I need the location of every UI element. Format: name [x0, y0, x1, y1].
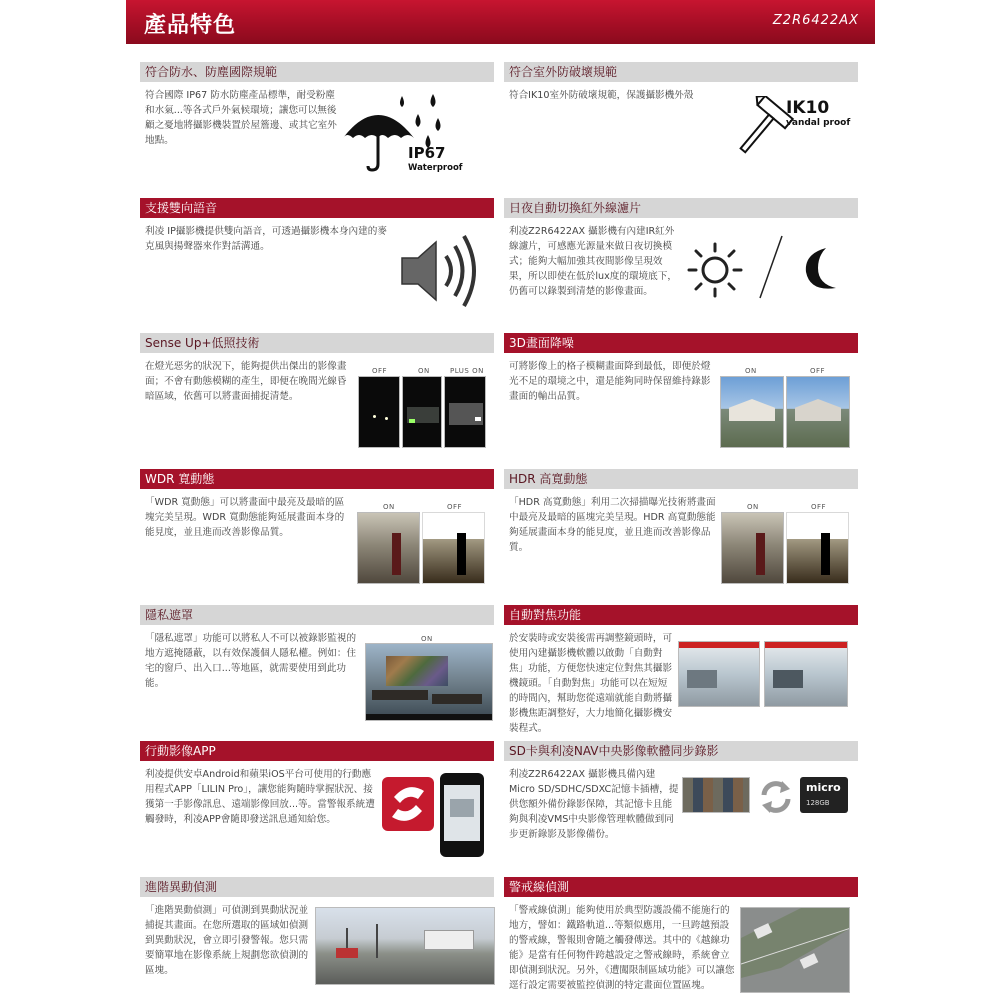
- section-text: 「HDR 高寬動態」利用二次掃描曝光技術將畫面中最亮及最暗的區塊完美呈現。HDR 高寬動態能夠延展畫面本身的能見度，並且進而改善影像品質。: [509, 497, 716, 553]
- wdr-off-image: [422, 512, 485, 584]
- tripwire-parking-image: [740, 907, 850, 993]
- lilin-logo-icon: [382, 777, 434, 831]
- waterproof-label: Waterproof: [408, 163, 463, 173]
- section-title: 自動對焦功能: [504, 605, 858, 625]
- section-ircut: [504, 198, 858, 323]
- section-text: 符合IK10室外防破壞規範，保護攝影機外殼: [509, 90, 694, 101]
- label-off: OFF: [811, 503, 827, 511]
- label-on: ON: [747, 503, 759, 511]
- section-text: 「隱私遮罩」功能可以將私人不可以被錄影監視的地方遮掩隱蔽，以有效保護個人隱私權。例如：住宅的窗戶、出入口...等地區，就需要使用到此功能。: [145, 633, 357, 689]
- speaker-icon: [398, 228, 484, 314]
- autofocus-after-image: [764, 641, 848, 707]
- section-title: HDR 高寬動態: [504, 469, 858, 489]
- section-title: 進階異動偵測: [140, 877, 494, 897]
- parking-lot-illustration: [741, 908, 850, 993]
- section-text: 利凌Z2R6422AX 攝影機具備內建Micro SD/SDHC/SDXC記憶卡插槽，提供您額外備份錄影保障，其記憶卡且能夠與利凌VMS中央影像管理軟體做到同步更新錄影及影像備份。: [509, 769, 679, 840]
- section-audio: [140, 198, 494, 323]
- section-text: 「WDR 寬動態」可以將畫面中最亮及最暗的區塊完美呈現。WDR 寬動態能夠延展畫面本身的能見度，並且進而改善影像品質。: [145, 497, 345, 538]
- label-on: ON: [418, 367, 430, 375]
- 3dnr-off-image: [786, 376, 850, 448]
- section-hdr: [504, 469, 858, 594]
- ik10-badge: IK10: [786, 98, 830, 118]
- section-text: 「警戒線偵測」能夠使用於典型防護設備不能施行的地方，譬如：鐵路軌道...等類似應用，一旦跨越預設的警戒線，警報則會隨之觸發傳送。其中的《越線功能》是當有任何物件跨越設定之警戒線時，系統會立即偵測到狀況。另外，《遭闖限制區域功能》可以讓您逕行設定需要被監控偵測的特定畫面位置區塊。: [509, 905, 735, 991]
- wdr-on-image: [357, 512, 420, 584]
- model-number: Z2R6422AX: [772, 13, 859, 28]
- label-off: OFF: [372, 367, 388, 375]
- section-text: 符合國際 IP67 防水防塵產品標準，耐受粉塵和水氣...等各式戶外氣候環境；讓您可以無後顧之憂地將攝影機裝置於屋簷邊、或其它室外地點。: [145, 90, 337, 146]
- section-wdr: [140, 469, 494, 594]
- vms-thumbnail-grid: [682, 777, 750, 813]
- lilin-app-icon: [382, 777, 434, 831]
- ip67-badge: IP67: [408, 144, 446, 162]
- section-sdcard: [504, 741, 858, 866]
- page-header-bar: [126, 0, 875, 44]
- section-vandal: [504, 62, 858, 187]
- divider-slash: [756, 234, 786, 300]
- label-on: ON: [383, 503, 395, 511]
- section-title: 警戒線偵測: [504, 877, 858, 897]
- section-text: 在燈光惡劣的狀況下，能夠提供出傑出的影像畫面；不會有動態模糊的產生，即便在晚間光線昏暗區域，依舊可以將畫面捕捉清楚。: [145, 361, 347, 402]
- section-text: 於安裝時或安裝後需再調整鏡頭時，可使用內建攝影機軟體以啟動「自動對焦」功能，方便您快速定位對焦其攝影機鏡頭。「自動對焦」功能可以在短短的時間內，幫助您從遠端就能自動將攝影機焦距調整好，大力地簡化攝影機安裝程式。: [509, 633, 673, 734]
- microsd-brand: micro: [806, 781, 841, 794]
- 3dnr-on-image: [720, 376, 784, 448]
- section-title: 日夜自動切換紅外線濾片: [504, 198, 858, 218]
- hdr-off-image: [786, 512, 849, 584]
- section-title: 符合防水、防塵國際規範: [140, 62, 494, 82]
- section-mobile-app: [140, 741, 494, 866]
- privacy-mask-image: [365, 643, 493, 721]
- label-on: ON: [745, 367, 757, 375]
- hdr-on-image: [721, 512, 784, 584]
- section-title: 行動影像APP: [140, 741, 494, 761]
- motion-detection-image: [315, 907, 495, 985]
- section-text: 利凌 IP攝影機提供雙向語音，可透過攝影機本身內建的麥克風與揚聲器來作對話溝通。: [145, 226, 387, 252]
- autofocus-before-image: [678, 641, 760, 707]
- section-title: 符合室外防破壞規範: [504, 62, 858, 82]
- section-title: WDR 寬動態: [140, 469, 494, 489]
- label-off: OFF: [810, 367, 826, 375]
- section-text: 利凌Z2R6422AX 攝影機有內建IR紅外線濾片，可感應光源量來做日夜切換模式；能夠大幅加強其夜間影像呈現效果，所以即使在低於lux度的環境底下，仍舊可以錄製到清楚的影像畫面。: [509, 226, 677, 297]
- section-text: 利凌提供安卓Android和蘋果iOS平台可使用的行動應用程式APP「LILIN Pro」，讓您能夠隨時掌握狀況、接獲第一手影像訊息、遠端影像回放...等。當警報系統遭觸發時，利凌APP會隨即發送訊息通知給您。: [145, 769, 375, 825]
- section-text: 可將影像上的格子模糊畫面降到最低，即便於燈光不足的環境之中，還是能夠同時保留維持錄影畫面的輸出品質。: [509, 361, 711, 402]
- sync-icon: [756, 777, 796, 817]
- section-title: 3D畫面降噪: [504, 333, 858, 353]
- section-title: Sense Up+低照技術: [140, 333, 494, 353]
- senseup-plus-image: [444, 376, 486, 448]
- section-title: 支援雙向語音: [140, 198, 494, 218]
- sun-icon: [684, 240, 746, 300]
- page-title: 產品特色: [144, 13, 237, 38]
- section-text: 「進階異動偵測」可偵測到異動狀況並捕捉其畫面。在您所選取的區域如偵測到異動狀況，會立即引發警報。您只需要簡單地在影像系統上規劃您欲偵測的區塊。: [145, 905, 309, 976]
- section-waterproof: [140, 62, 494, 187]
- section-title: SD卡與利凌NAV中央影像軟體同步錄影: [504, 741, 858, 761]
- section-privacy: [140, 605, 494, 730]
- senseup-off-image: [358, 376, 400, 448]
- microsd-card-icon: [800, 777, 848, 813]
- label-off: OFF: [447, 503, 463, 511]
- section-tripwire: [504, 877, 858, 1002]
- section-3dnr: [504, 333, 858, 458]
- label-on: ON: [421, 635, 433, 643]
- senseup-on-image: [402, 376, 442, 448]
- microsd-capacity: 128GB: [806, 799, 830, 807]
- vandal-proof-label: vandal proof: [786, 118, 851, 128]
- section-motion-detection: [140, 877, 494, 1002]
- section-title: 隱私遮罩: [140, 605, 494, 625]
- section-senseup: [140, 333, 494, 458]
- moon-icon: [796, 244, 842, 296]
- phone-image: [440, 773, 484, 857]
- label-plus-on: PLUS ON: [450, 367, 484, 375]
- section-autofocus: [504, 605, 858, 734]
